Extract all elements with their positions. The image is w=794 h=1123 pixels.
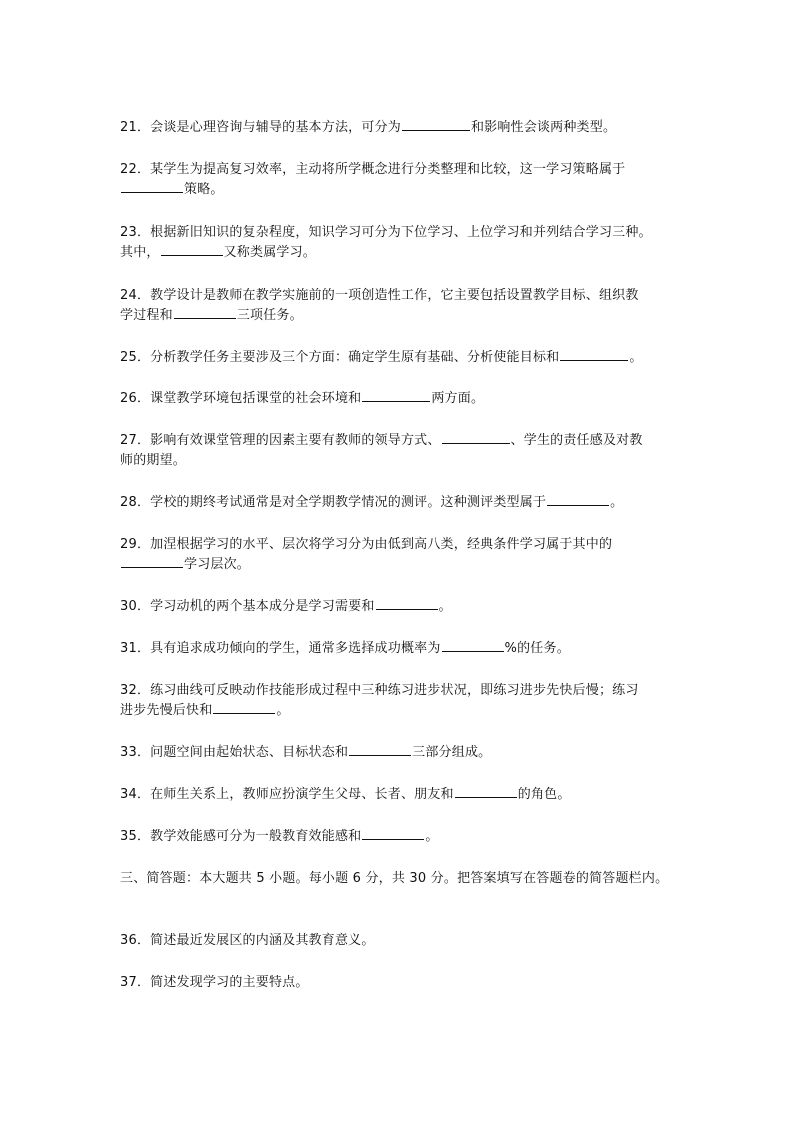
question-29-line1	[120, 535, 612, 555]
answer-blank	[455, 785, 517, 798]
question-35	[120, 827, 439, 847]
question-24-line1	[120, 286, 639, 306]
question-23-text-a: 23．根据新旧知识的复杂程度，知识学习可分为下位学习、上位学习和并列结合学习三种。	[120, 225, 652, 240]
question-27-line2	[120, 451, 186, 471]
question-36-text: 36．简述最近发展区的内涵及其教育意义。	[120, 933, 375, 948]
section-3-text: 三、简答题：本大题共 5 小题。每小题 6 分，共 30 分。把答案填写在答题卷的简答题栏内。	[120, 871, 669, 886]
question-25	[120, 348, 643, 368]
question-33	[120, 743, 491, 763]
question-23-line1	[120, 223, 652, 243]
question-32-text-c: 。	[276, 703, 290, 718]
question-21-text-b: 和影响性会谈两种类型。	[470, 120, 617, 135]
question-27-text-a: 27．影响有效课堂管理的因素主要有教师的领导方式、	[120, 433, 441, 448]
question-32-line2	[120, 701, 290, 721]
question-29-line2	[120, 555, 250, 575]
answer-blank	[442, 639, 504, 652]
question-37	[120, 973, 309, 993]
answer-blank	[376, 597, 438, 610]
question-25-text-a: 25．分析教学任务主要涉及三个方面：确定学生原有基础、分析使能目标和	[120, 350, 560, 365]
answer-blank	[560, 348, 628, 361]
answer-blank	[362, 389, 430, 402]
question-31	[120, 639, 570, 659]
answer-blank	[121, 180, 183, 193]
question-36	[120, 931, 375, 951]
question-21-text-a: 21．会谈是心理咨询与辅导的基本方法，可分为	[120, 120, 401, 135]
question-34-text-a: 34．在师生关系上，教师应扮演学生父母、长者、朋友和	[120, 787, 454, 802]
question-24-text-b: 学过程和	[120, 308, 173, 323]
question-27-line1	[120, 431, 643, 451]
answer-blank	[161, 243, 223, 256]
question-27-text-c: 师的期望。	[120, 453, 187, 468]
question-33-text-a: 33．问题空间由起始状态、目标状态和	[120, 745, 349, 760]
question-34	[120, 785, 571, 805]
question-24-line2	[120, 306, 303, 326]
question-22-text-b: 策略。	[184, 182, 224, 197]
question-22-line1	[120, 160, 625, 180]
answer-blank	[213, 701, 275, 714]
question-33-text-b: 三部分组成。	[412, 745, 492, 760]
question-24-text-c: 三项任务。	[236, 308, 303, 323]
question-32-text-b: 进步先慢后快和	[120, 703, 213, 718]
question-26-text-a: 26．课堂教学环境包括课堂的社会环境和	[120, 391, 362, 406]
answer-blank	[402, 118, 470, 131]
answer-blank	[174, 306, 236, 319]
question-23-line2	[120, 243, 316, 263]
question-35-text-a: 35．教学效能感可分为一般教育效能感和	[120, 829, 362, 844]
answer-blank	[547, 493, 609, 506]
section-3-heading	[120, 869, 668, 889]
question-23-text-c: 又称类属学习。	[223, 245, 317, 260]
question-28-text-b: 。	[610, 495, 624, 510]
answer-blank	[349, 743, 411, 756]
question-28-text-a: 28．学校的期终考试通常是对全学期教学情况的测评。这种测评类型属于	[120, 495, 547, 510]
question-25-text-b: 。	[629, 350, 643, 365]
question-34-text-b: 的角色。	[517, 787, 571, 802]
question-21	[120, 118, 616, 138]
question-24-text-a: 24．教学设计是教师在教学实施前的一项创造性工作，它主要包括设置教学目标、组织教	[120, 288, 639, 303]
question-32-text-a: 32．练习曲线可反映动作技能形成过程中三种练习进步状况，即练习进步先快后慢；练习	[120, 683, 639, 698]
question-22-text-a: 22．某学生为提高复习效率，主动将所学概念进行分类整理和比较，这一学习策略属于	[120, 162, 626, 177]
question-32-line1	[120, 681, 639, 701]
question-30-text-b: 。	[438, 599, 452, 614]
question-29-text-b: 学习层次。	[184, 557, 251, 572]
answer-blank	[442, 431, 510, 444]
question-37-text: 37．简述发现学习的主要特点。	[120, 975, 309, 990]
answer-blank	[362, 827, 424, 840]
question-30	[120, 597, 452, 617]
question-31-text-a: 31．具有追求成功倾向的学生，通常多选择成功概率为	[120, 641, 441, 656]
question-27-text-b: 、学生的责任感及对教	[510, 433, 643, 448]
question-35-text-b: 。	[425, 829, 439, 844]
question-26-text-b: 两方面。	[431, 391, 485, 406]
answer-blank	[121, 555, 183, 568]
question-23-text-b: 其中，	[120, 245, 160, 260]
question-30-text-a: 30．学习动机的两个基本成分是学习需要和	[120, 599, 375, 614]
question-31-text-b: %的任务。	[504, 641, 570, 656]
question-28	[120, 493, 623, 513]
question-29-text-a: 29．加涅根据学习的水平、层次将学习分为由低到高八类，经典条件学习属于其中的	[120, 537, 613, 552]
question-26	[120, 389, 484, 409]
question-22-line2	[120, 180, 224, 200]
